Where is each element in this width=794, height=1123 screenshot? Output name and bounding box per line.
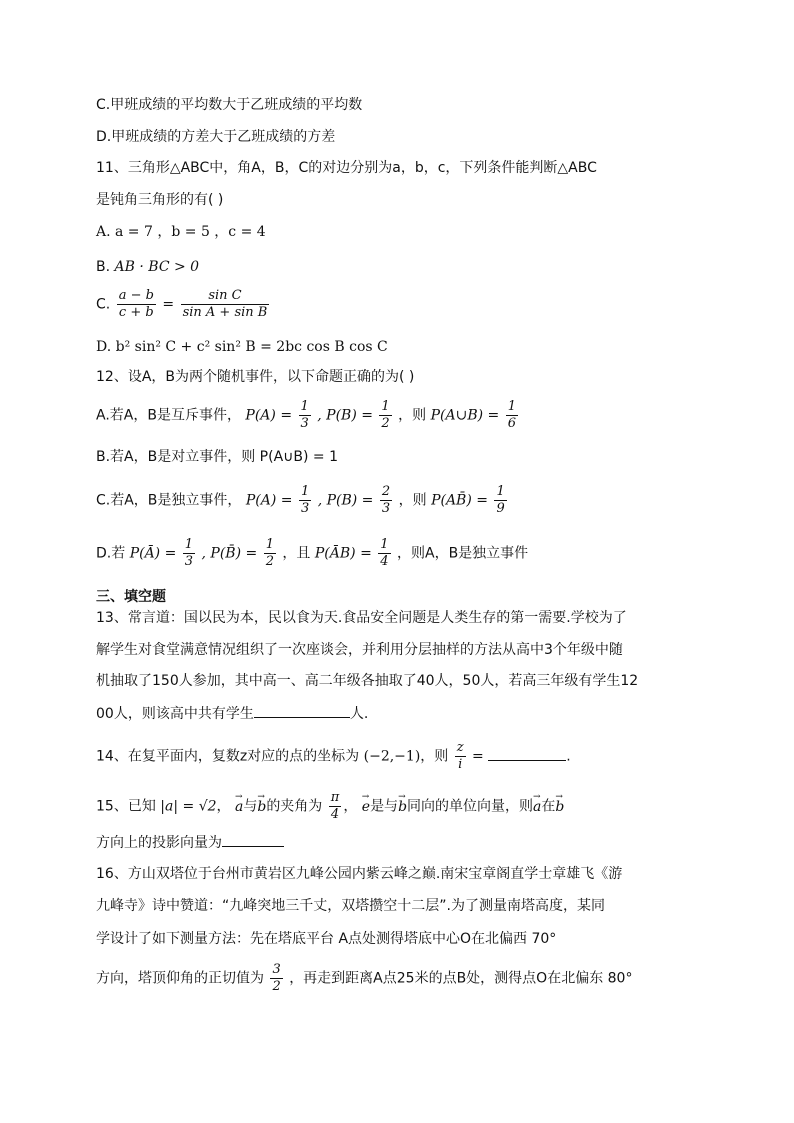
formula-text: , P(B) = — [317, 492, 374, 509]
question-16-line-1: 16、方山双塔位于台州市黄岩区九峰公园内紫云峰之巅.南宋宝章阁直学士章雄飞《游 — [96, 866, 623, 882]
question-15-text: 方向上的投影向量为 — [96, 835, 222, 851]
formula-text: P(ĀB) = — [314, 545, 372, 562]
question-14-text: 14、在复平面内，复数z对应的点的坐标为 — [96, 748, 360, 765]
question-13-text-end: 人. — [349, 706, 369, 722]
vector-a: → a — [533, 797, 541, 817]
question-13-text: 00人，则该高中共有学生 — [96, 706, 254, 722]
q11-option-c — [96, 288, 271, 321]
question-15-line-1 — [96, 790, 564, 823]
fraction — [494, 484, 506, 517]
connector-text: ， — [216, 798, 231, 815]
q12-option-a — [96, 399, 520, 432]
question-15-text: 15、已知 — [96, 798, 156, 815]
fraction-denominator: 4 — [380, 554, 389, 569]
question-16-text-end: ，再走到距离A点25米的点B处，测得点O在北偏东 80° — [289, 970, 633, 987]
question-12-stem: 12、设A，B为两个随机事件，以下命题正确的为( ) — [96, 369, 415, 385]
option-d-text: D.甲班成绩的方差大于乙班成绩的方差 — [96, 129, 336, 145]
formula-text: P(A∪B) = — [430, 407, 500, 424]
fraction-denominator: i — [458, 757, 463, 772]
answer-blank[interactable] — [254, 703, 350, 718]
vector-e: → e — [362, 797, 370, 817]
connector-text: ，则 — [420, 748, 449, 765]
formula-text: P(A) = — [245, 407, 293, 424]
q12-option-a-label: A.若A，B是互斥事件， — [96, 407, 241, 424]
question-11-stem-cont: 是钝角三角形的有( ) — [96, 192, 224, 208]
vector-b: → b — [257, 797, 266, 817]
period-text: . — [566, 748, 571, 765]
fraction — [506, 399, 518, 432]
formula-text: P(A) = — [245, 492, 293, 509]
fraction-denominator: 3 — [184, 554, 194, 569]
q12-option-c-label: C.若A，B是独立事件， — [96, 492, 242, 509]
fraction-numerator: z — [456, 740, 464, 755]
fraction-numerator: 1 — [507, 399, 516, 414]
fraction-denominator: 3 — [300, 416, 309, 431]
q12-option-c — [96, 484, 509, 517]
q11-option-a: A. a = 7 ，b = 5 ，c = 4 — [96, 224, 266, 240]
question-14 — [96, 740, 571, 773]
fraction — [329, 790, 342, 823]
connector-text: ，则 — [398, 407, 427, 424]
formula-text: |a| = √2 — [160, 798, 217, 815]
fraction — [378, 537, 390, 570]
fraction-denominator: sin A + sin B — [182, 305, 268, 320]
fraction-numerator: 3 — [272, 962, 281, 977]
fraction-denominator: 6 — [507, 416, 516, 431]
connector-text: ，则A，B是独立事件 — [397, 545, 529, 562]
fraction-denominator: 9 — [496, 501, 505, 516]
equals-sign: = — [472, 748, 484, 765]
fraction-numerator: 1 — [300, 484, 310, 499]
formula-text: P(AB̄) = — [431, 492, 488, 509]
formula-text: P(Ā) = — [129, 545, 177, 562]
question-16-line-3: 学设计了如下测量方法：先在塔底平台 A点处测得塔底中心O在北偏西 70° — [96, 931, 557, 947]
question-13-line-3: 机抽取了150人参加，其中高一、高二年级各抽取了40人，50人，若高三年级有学生12 — [96, 673, 639, 689]
question-13-line-1: 13、常言道：国以民为本，民以食为天.食品安全问题是人类生存的第一需要.学校为了 — [96, 610, 627, 626]
question-16-line-4 — [96, 962, 632, 995]
fraction — [299, 399, 311, 432]
fraction — [299, 484, 311, 517]
fraction-denominator: 4 — [330, 807, 340, 822]
q12-option-b: B.若A，B是对立事件，则 P(A∪B) = 1 — [96, 449, 339, 465]
option-c-text: C.甲班成绩的平均数大于乙班成绩的平均数 — [96, 97, 363, 113]
formula-text: , P(B̄) = — [201, 545, 258, 562]
fraction — [183, 537, 195, 570]
fraction-numerator: π — [330, 790, 340, 805]
fraction-numerator: 1 — [496, 484, 505, 499]
q11-option-d: D. b² sin² C + c² sin² B = 2bc cos B cos C — [96, 339, 388, 355]
connector-text: ，则 — [398, 492, 427, 509]
coordinate-text: (−2,−1) — [363, 748, 421, 765]
question-13-line-4 — [96, 703, 368, 724]
question-16-line-2: 九峰寺》诗中赞道：“九峰突地三千丈，双塔攒空十二层”.为了测量南塔高度，某同 — [96, 898, 605, 914]
fraction — [379, 399, 391, 432]
q12-option-d-label: D.若 — [96, 545, 126, 562]
vector-a: → a — [235, 797, 243, 817]
q11-option-b — [96, 257, 199, 277]
answer-blank[interactable] — [488, 746, 566, 761]
connector-text: 是与 — [370, 798, 399, 815]
section-heading-fill-blank: 三、填空题 — [96, 589, 166, 605]
fraction — [270, 962, 282, 995]
question-11-stem: 11、三角形△ABC中，角A，B，C的对边分别为a，b，c，下列条件能判断△ABC — [96, 160, 597, 176]
q11-option-b-label: B. — [96, 259, 111, 275]
q11-option-c-fraction-left — [117, 288, 156, 321]
equals-sign: = — [162, 296, 175, 313]
connector-text: 在 — [541, 798, 556, 815]
fraction — [380, 484, 392, 517]
fraction-denominator: c + b — [118, 305, 154, 320]
fraction-numerator: 1 — [381, 399, 390, 414]
q11-option-c-fraction-right — [181, 288, 270, 321]
fraction-numerator: 1 — [184, 537, 194, 552]
q12-option-d — [96, 537, 528, 570]
fraction-denominator: 2 — [272, 979, 281, 994]
answer-blank[interactable] — [222, 832, 284, 847]
fraction-denominator: 3 — [300, 501, 310, 516]
connector-text: ，且 — [282, 545, 311, 562]
fraction-numerator: 1 — [300, 399, 309, 414]
formula-text: , P(B) = — [317, 407, 373, 424]
fraction — [264, 537, 276, 570]
vector-b: → b — [555, 797, 564, 817]
fraction — [455, 740, 466, 773]
fraction-numerator: a − b — [118, 288, 154, 303]
fraction-numerator: sin C — [181, 288, 270, 305]
fraction-denominator: 3 — [381, 501, 391, 516]
question-16-text: 方向，塔顶仰角的正切值为 — [96, 970, 264, 987]
connector-text: 的夹角为 — [266, 798, 323, 815]
question-15-line-2 — [96, 832, 284, 853]
fraction-numerator: 1 — [265, 537, 274, 552]
connector-text: 与 — [243, 798, 258, 815]
fraction-denominator: 2 — [381, 416, 390, 431]
fraction-numerator: 2 — [381, 484, 391, 499]
connector-text: ， — [343, 798, 358, 815]
connector-text: 同向的单位向量，则 — [407, 798, 534, 815]
vector-b: → b — [398, 797, 407, 817]
question-13-line-2: 解学生对食堂满意情况组织了一次座谈会，并利用分层抽样的方法从高中3个年级中随 — [96, 642, 623, 658]
fraction-denominator: 2 — [265, 554, 274, 569]
q11-option-c-label: C. — [96, 296, 111, 313]
fraction-numerator: 1 — [380, 537, 389, 552]
q11-option-b-formula: AB · BC > 0 — [114, 259, 200, 275]
